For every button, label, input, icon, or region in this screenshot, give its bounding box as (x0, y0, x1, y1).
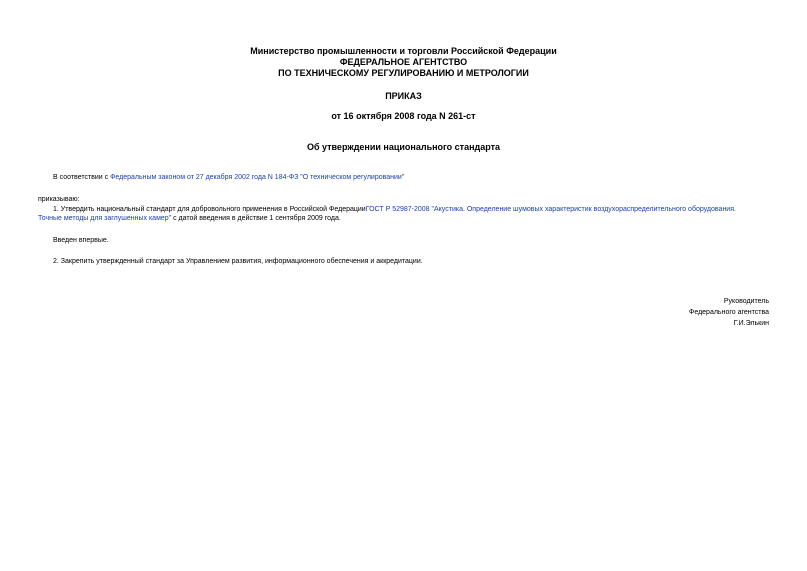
ministry-title: Министерство промышленности и торговли Российской Федерации (250, 46, 557, 56)
document-date-number: от 16 октября 2008 года N 261-ст (331, 111, 476, 121)
standard-link-part1[interactable]: ГОСТ Р 52987-2008 "Акустика. Определение шумовых характеристик воздухораспределительного оборудования. (365, 206, 736, 213)
item1-line1 (53, 205, 736, 214)
order-word: приказываю: (38, 196, 80, 203)
signature-name: Г.И.Элькин (733, 320, 769, 327)
item1-prefix: 1. Утвердить национальный стандарт для добровольного применения в Российской Федерации (53, 206, 366, 213)
basis-paragraph (53, 173, 404, 182)
agency-title-line1: ФЕДЕРАЛЬНОЕ АГЕНТСТВО (339, 57, 468, 67)
document-subject: Об утверждении национального стандарта (306, 142, 501, 152)
signature-title-line2: Федерального агентства (689, 309, 769, 316)
signature-title-line1: Руководитель (723, 298, 769, 305)
agency-title-line2: ПО ТЕХНИЧЕСКОМУ РЕГУЛИРОВАНИЮ И МЕТРОЛОГИИ (278, 68, 529, 78)
item1-line2 (38, 214, 341, 223)
item1-suffix: с датой введения в действие 1 сентября 2009 года. (171, 215, 341, 222)
item2-paragraph: 2. Закрепить утвержденный стандарт за Управлением развития, информационного обеспечения и аккредитации. (53, 258, 423, 265)
document-type: ПРИКАЗ (385, 91, 422, 101)
introduced-note: Введен впервые. (53, 237, 109, 244)
federal-law-link[interactable]: Федеральным законом от 27 декабря 2002 года N 184-ФЗ "О техническом регулировании" (110, 174, 405, 181)
standard-link-part2[interactable]: Точные методы для заглушенных камер" (38, 215, 172, 222)
basis-prefix: В соответствии с (53, 174, 111, 181)
